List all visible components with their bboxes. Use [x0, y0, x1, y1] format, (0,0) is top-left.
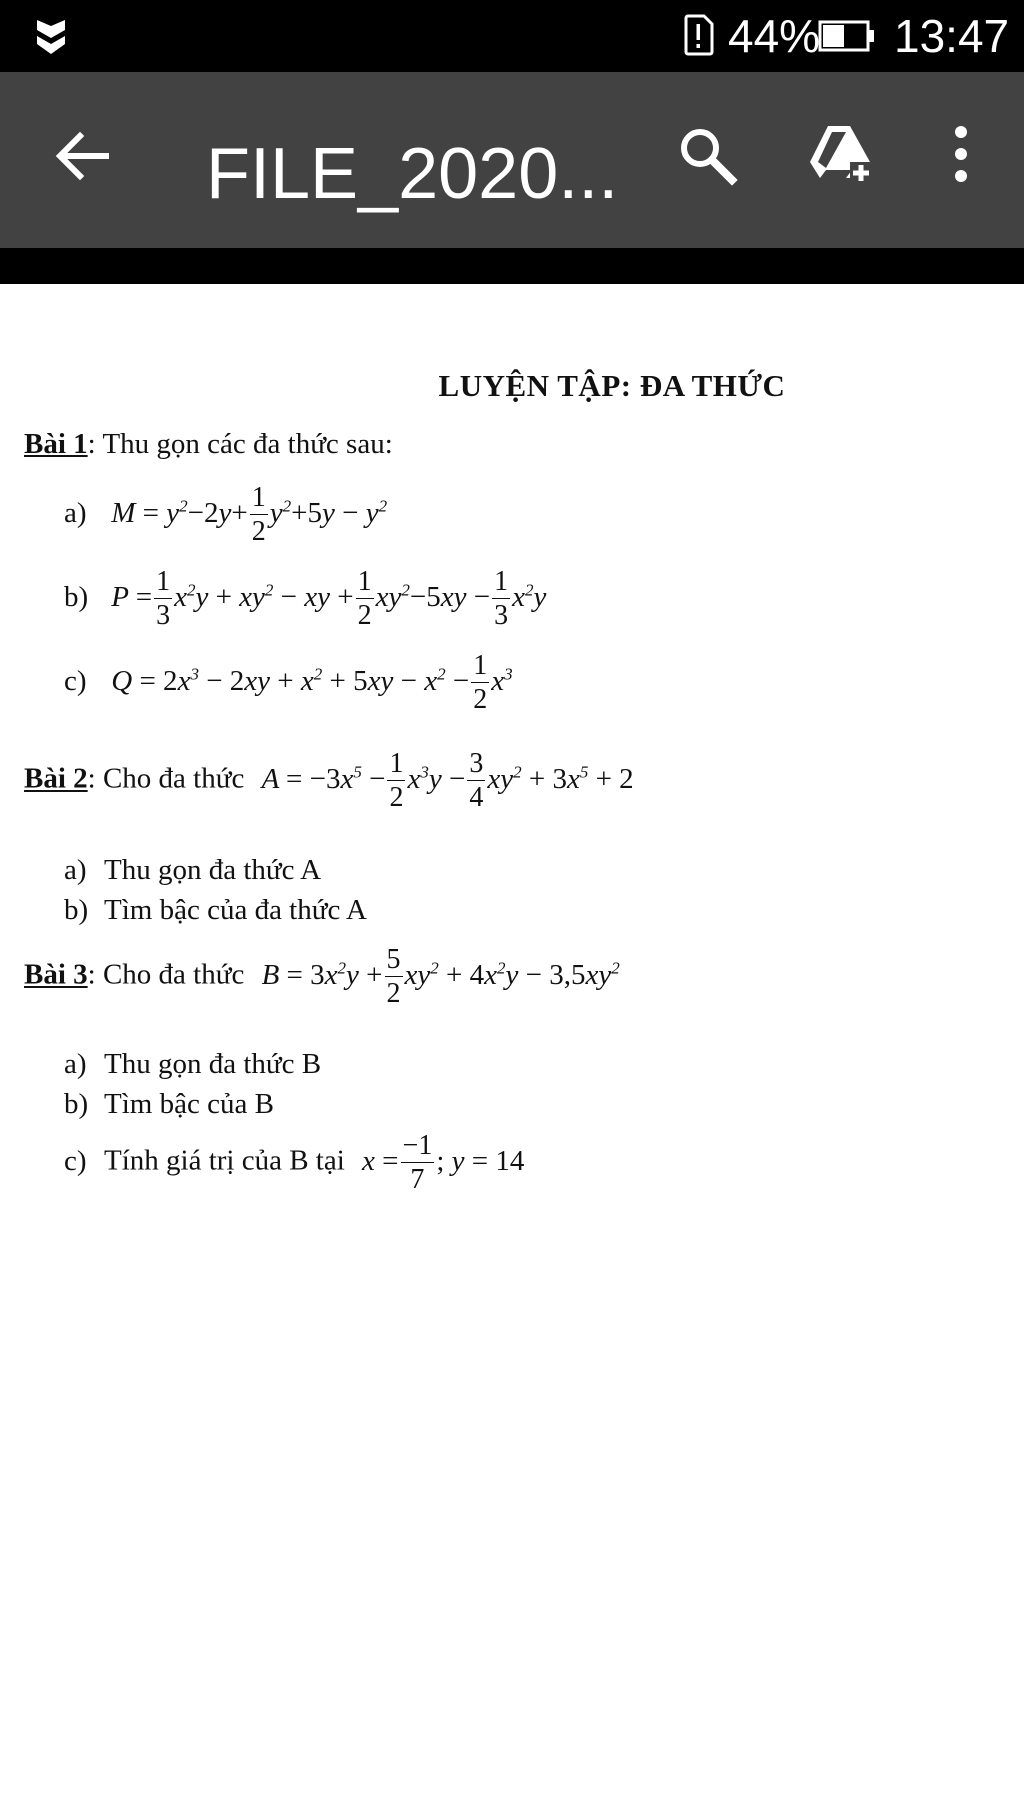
bai1-heading	[24, 428, 393, 461]
bai3-item-a: a) Thu gọn đa thức B	[64, 1048, 322, 1080]
bai3-item-b: b) Tìm bậc của B	[64, 1088, 274, 1120]
equation-a: $A = -3x^5$ − $\frac{1}{2}$ $x^3y$ − $\frac{3}{4}$ $xy^2 + 3x^5 + 2$	[261, 748, 634, 813]
document-page[interactable]	[0, 284, 1024, 1820]
battery-icon	[818, 20, 876, 52]
app-bar	[0, 72, 1024, 248]
divider-band	[0, 248, 1024, 284]
bai3-heading	[24, 946, 620, 1008]
search-icon[interactable]	[676, 124, 738, 186]
bai3-text: : Cho đa thức	[87, 958, 245, 991]
more-vert-icon[interactable]	[946, 122, 976, 186]
equation-b: $B = 3x^2y$ + $\frac{5}{2}$ $xy^2 + 4x^2y - 3,5xy^2$	[261, 944, 620, 1009]
bai2-item-b: b) Tìm bậc của đa thức A	[64, 894, 367, 926]
status-bar	[0, 0, 1024, 72]
bai2-heading	[24, 750, 634, 812]
bai2-label: Bài 2	[24, 762, 88, 795]
bai3-item-c: c) Tính giá trị của B tại x = $\frac{-1}{7}$ ; y = 14	[64, 1130, 525, 1195]
bai1-item-b: b) P = $\frac{1}{3}$ $x^2y + xy^2$ − xy + $\frac{1}{2}$ $xy^2-5xy$ − $\frac{1}{3}$ $x^2y$	[64, 566, 547, 631]
drive-add-icon[interactable]	[806, 122, 874, 186]
bai1-label: Bài 1	[24, 428, 88, 460]
sim-alert-icon	[682, 14, 714, 56]
document-title: FILE_2020...	[206, 134, 619, 214]
bai1-item-c: c) $Q = 2x^3 - 2xy + x^2 + 5xy - x^2$ − $\frac{1}{2}$ $x^3$	[64, 650, 513, 715]
equation-p: P = $\frac{1}{3}$ $x^2y + xy^2$ − xy + $\frac{1}{2}$ $xy^2-5xy$ − $\frac{1}{3}$ $x^2y$	[111, 566, 547, 631]
equation-q: $Q = 2x^3 - 2xy + x^2 + 5xy - x^2$ − $\frac{1}{2}$ $x^3$	[111, 650, 513, 715]
shield-icon	[34, 16, 68, 56]
battery-percent: 44%	[728, 10, 821, 62]
clock: 13:47	[894, 10, 1010, 62]
bai2-item-a: a) Thu gọn đa thức A	[64, 854, 322, 886]
bai1-item-a: a) $M = y^2-2y+$ $\frac{1}{2}$ $y^2+5y - y^2$	[64, 482, 388, 547]
bai3-label: Bài 3	[24, 958, 88, 991]
bai1-text: : Thu gọn các đa thức sau:	[87, 428, 393, 460]
equation-m: $M = y^2-2y+$ $\frac{1}{2}$ $y^2+5y - y^2$	[111, 482, 388, 547]
page-heading: LUYỆN TẬP: ĐA THỨC	[438, 368, 786, 403]
bai2-text: : Cho đa thức	[87, 762, 245, 795]
back-arrow-icon[interactable]	[52, 126, 112, 186]
equation-xy-values: x = $\frac{-1}{7}$ ; y = 14	[362, 1130, 525, 1195]
